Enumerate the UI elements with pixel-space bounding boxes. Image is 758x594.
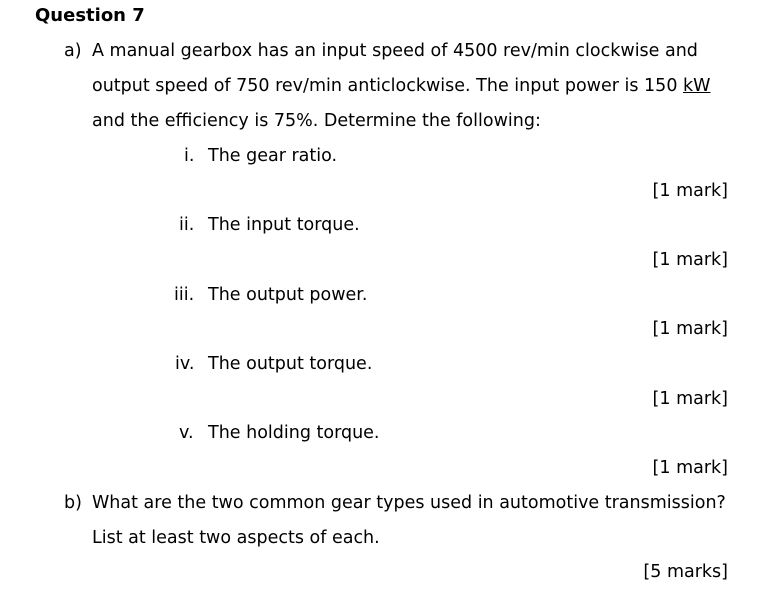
item-iii-mark: [1 mark] bbox=[652, 319, 728, 339]
item-iv-text: The output torque. bbox=[208, 354, 373, 374]
item-ii-numeral: ii. bbox=[179, 215, 195, 235]
item-v-text: The holding torque. bbox=[208, 423, 380, 443]
part-a-line-3: and the efficiency is 75%. Determine the following: bbox=[92, 111, 541, 131]
item-ii-text: The input torque. bbox=[208, 215, 360, 235]
power-unit: kW bbox=[683, 76, 711, 96]
item-v-mark: [1 mark] bbox=[652, 458, 728, 478]
item-i-text: The gear ratio. bbox=[208, 146, 338, 166]
item-v-numeral: v. bbox=[179, 423, 194, 443]
item-iv-mark: [1 mark] bbox=[652, 389, 728, 409]
item-iii-numeral: iii. bbox=[174, 285, 195, 305]
item-ii-mark: [1 mark] bbox=[652, 250, 728, 270]
question-title: Question 7 bbox=[35, 5, 145, 26]
part-b-line-1: What are the two common gear types used in automotive transmission? bbox=[92, 493, 726, 513]
item-i-numeral: i. bbox=[184, 146, 195, 166]
part-b-mark: [5 marks] bbox=[643, 562, 728, 582]
part-a-label: a) bbox=[64, 41, 82, 61]
part-b-label: b) bbox=[64, 493, 82, 513]
part-a-line-2 bbox=[92, 76, 710, 96]
part-a-line-1: A manual gearbox has an input speed of 4500 rev/min clockwise and bbox=[92, 41, 698, 61]
item-i-mark: [1 mark] bbox=[652, 181, 728, 201]
part-b-line-2: List at least two aspects of each. bbox=[92, 528, 380, 548]
item-iv-numeral: iv. bbox=[175, 354, 195, 374]
item-iii-text: The output power. bbox=[208, 285, 368, 305]
part-a-line-2-text: output speed of 750 rev/min anticlockwise. The input power is 150 bbox=[92, 76, 684, 96]
